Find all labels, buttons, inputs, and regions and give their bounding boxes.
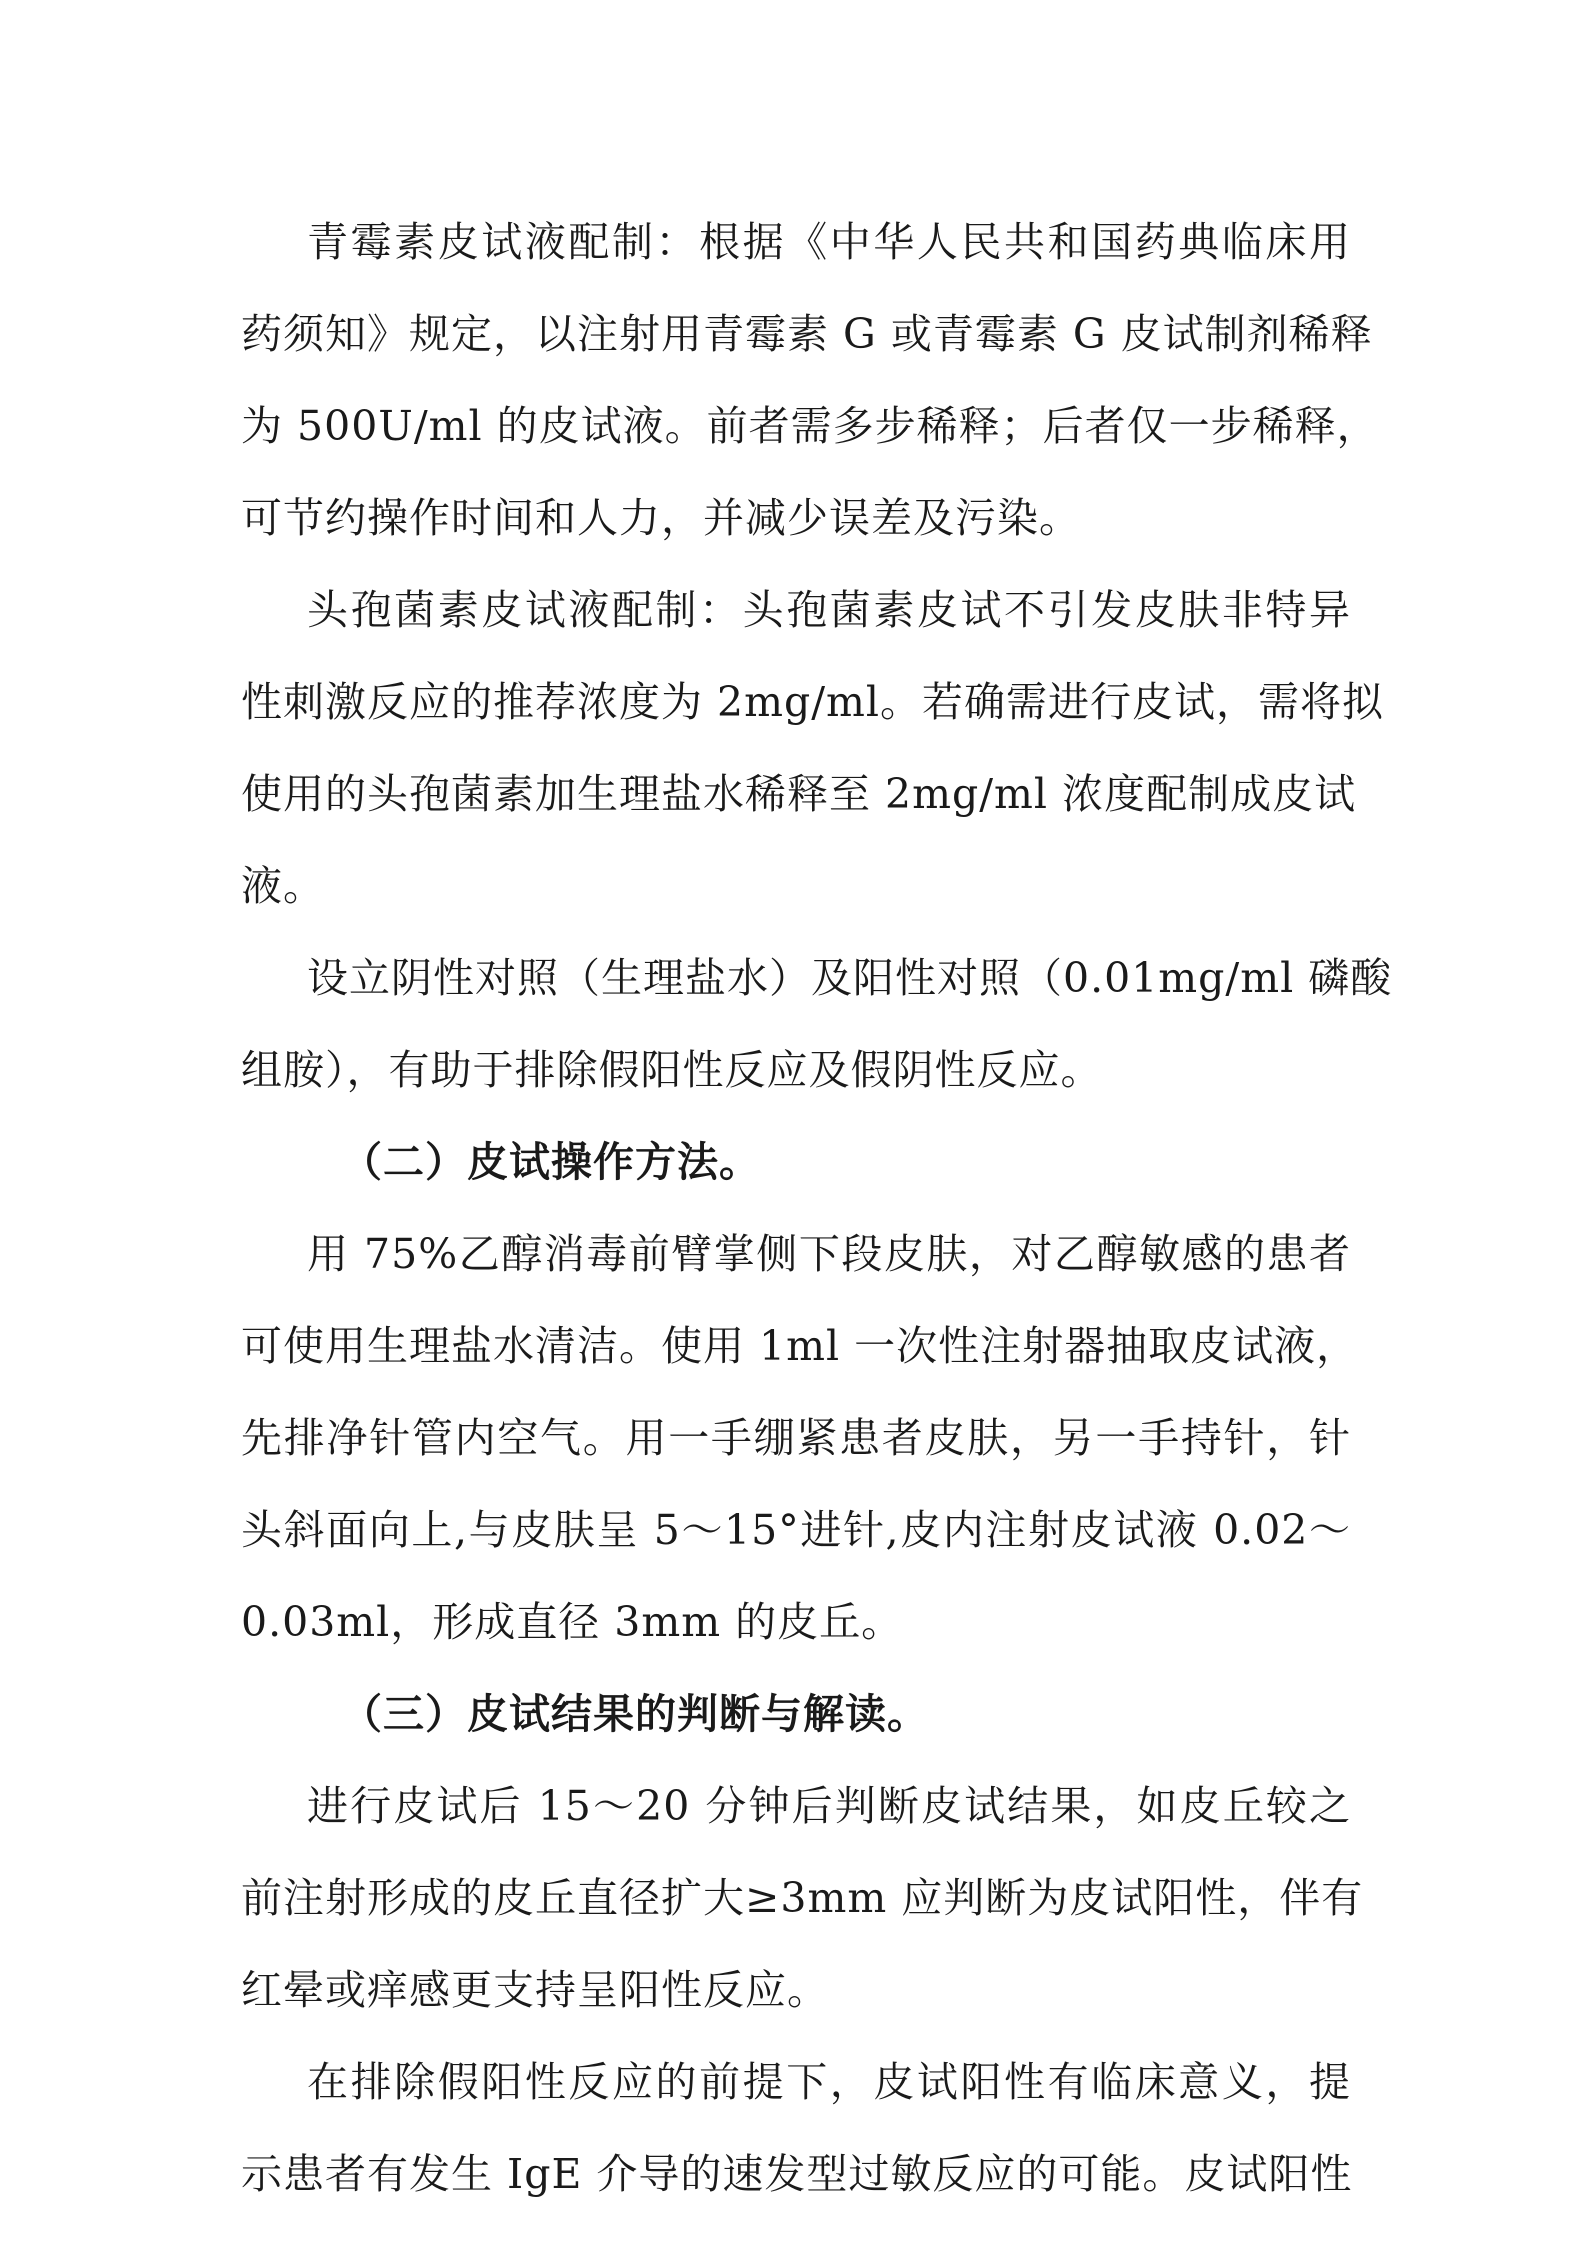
text-line: 可节约操作时间和人力，并减少误差及污染。 — [241, 494, 1081, 542]
text-line: 前注射形成的皮丘直径扩大≥3mm 应判断为皮试阳性，伴有 — [241, 1874, 1364, 1922]
text-line: 用 75%乙醇消毒前臂掌侧下段皮肤，对乙醇敏感的患者 — [307, 1230, 1351, 1278]
text-line: 红晕或痒感更支持呈阳性反应。 — [241, 1966, 829, 2014]
section-heading: （三）皮试结果的判断与解读。 — [341, 1690, 929, 1738]
text-line: 先排净针管内空气。用一手绷紧患者皮肤，另一手持针，针 — [241, 1414, 1351, 1462]
text-line: 为 500U/ml 的皮试液。前者需多步稀释；后者仅一步稀释， — [241, 402, 1379, 450]
text-line: 设立阴性对照（生理盐水）及阳性对照（0.01mg/ml 磷酸 — [307, 954, 1393, 1002]
text-line: 头斜面向上,与皮肤呈 5～15°进针,皮内注射皮试液 0.02～ — [241, 1506, 1351, 1554]
text-line: 青霉素皮试液配制：根据《中华人民共和国药典临床用 — [307, 218, 1351, 266]
text-line: 可使用生理盐水清洁。使用 1ml 一次性注射器抽取皮试液， — [241, 1322, 1359, 1370]
text-line: 液。 — [241, 862, 325, 910]
text-line: 组胺），有助于排除假阳性反应及假阴性反应。 — [241, 1046, 1103, 1094]
text-line: 头孢菌素皮试液配制：头孢菌素皮试不引发皮肤非特异 — [307, 586, 1351, 634]
text-line: 性刺激反应的推荐浓度为 2mg/ml。若确需进行皮试，需将拟 — [241, 678, 1385, 726]
text-line: 使用的头孢菌素加生理盐水稀释至 2mg/ml 浓度配制成皮试 — [241, 770, 1357, 818]
text-line: 0.03ml，形成直径 3mm 的皮丘。 — [241, 1598, 904, 1646]
text-line: 进行皮试后 15～20 分钟后判断皮试结果，如皮丘较之 — [307, 1782, 1351, 1830]
text-line: 药须知》规定，以注射用青霉素 G 或青霉素 G 皮试制剂稀释 — [241, 310, 1373, 358]
text-line: 在排除假阳性反应的前提下，皮试阳性有临床意义，提 — [307, 2058, 1351, 2106]
section-heading: （二）皮试操作方法。 — [341, 1138, 761, 1186]
document-body — [241, 196, 1393, 2220]
text-line: 示患者有发生 IgE 介导的速发型过敏反应的可能。皮试阳性 — [241, 2150, 1353, 2198]
